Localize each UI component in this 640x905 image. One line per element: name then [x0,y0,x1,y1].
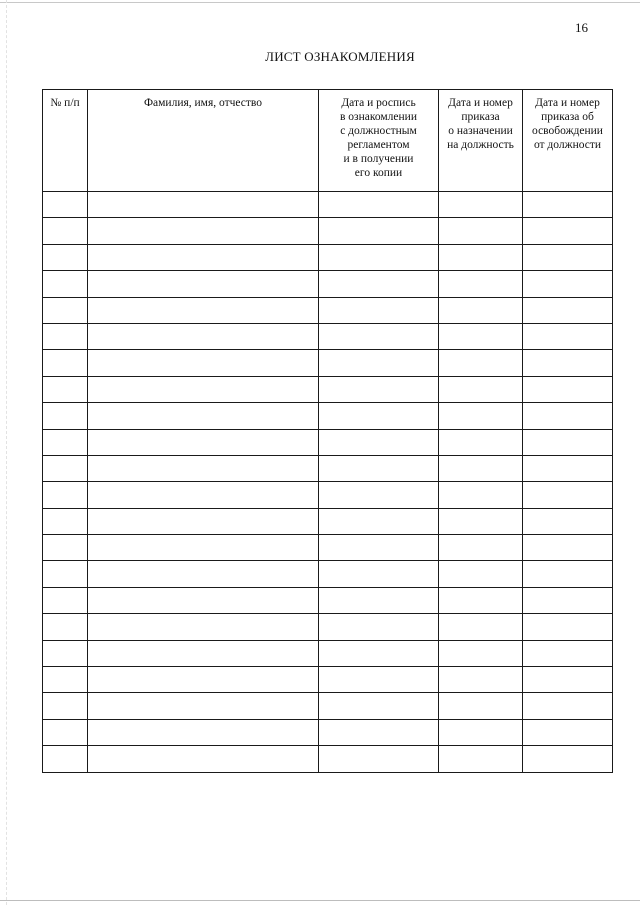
cell-signature-date [319,297,439,323]
cell-dismissal-order [523,614,613,640]
cell-signature-date [319,746,439,772]
cell-row-number [43,271,88,297]
cell-dismissal-order [523,693,613,719]
cell-signature-date [319,429,439,455]
cell-full-name [88,323,319,349]
cell-dismissal-order [523,719,613,745]
cell-row-number [43,482,88,508]
table-body [43,192,613,773]
cell-row-number [43,693,88,719]
cell-appointment-order [439,297,523,323]
document-title: ЛИСТ ОЗНАКОМЛЕНИЯ [265,49,415,64]
table-row [43,719,613,745]
table-row [43,323,613,349]
cell-full-name [88,429,319,455]
cell-signature-date [319,719,439,745]
cell-appointment-order [439,535,523,561]
cell-signature-date [319,535,439,561]
cell-appointment-order [439,508,523,534]
cell-row-number [43,719,88,745]
cell-appointment-order [439,376,523,402]
cell-signature-date [319,376,439,402]
cell-row-number [43,376,88,402]
cell-full-name [88,719,319,745]
header-dismissal-order: Дата и номер приказа об освобождении от должности [523,90,613,192]
cell-row-number [43,535,88,561]
cell-signature-date [319,561,439,587]
cell-full-name [88,535,319,561]
cell-row-number [43,561,88,587]
cell-full-name [88,297,319,323]
table-row [43,376,613,402]
table-row [43,746,613,772]
header-full-name: Фамилия, имя, отчество [88,90,319,192]
cell-signature-date [319,614,439,640]
cell-full-name [88,667,319,693]
cell-row-number [43,403,88,429]
cell-row-number [43,614,88,640]
table-row [43,640,613,666]
cell-full-name [88,614,319,640]
cell-signature-date [319,587,439,613]
table-row [43,614,613,640]
table-row [43,244,613,270]
cell-row-number [43,508,88,534]
table-row [43,693,613,719]
cell-appointment-order [439,403,523,429]
cell-full-name [88,218,319,244]
acquaintance-table [42,89,613,773]
table-row [43,587,613,613]
cell-appointment-order [439,244,523,270]
cell-dismissal-order [523,667,613,693]
cell-row-number [43,192,88,218]
table-row [43,403,613,429]
page-number: 16 [575,20,588,35]
cell-signature-date [319,323,439,349]
cell-appointment-order [439,587,523,613]
cell-signature-date [319,667,439,693]
table-header-row [43,90,613,192]
cell-row-number [43,429,88,455]
cell-full-name [88,561,319,587]
cell-full-name [88,482,319,508]
table-row [43,667,613,693]
cell-signature-date [319,192,439,218]
cell-dismissal-order [523,746,613,772]
cell-dismissal-order [523,640,613,666]
cell-row-number [43,667,88,693]
cell-dismissal-order [523,429,613,455]
table-row [43,561,613,587]
cell-appointment-order [439,614,523,640]
cell-full-name [88,403,319,429]
header-row-number: № п/п [43,90,88,192]
cell-signature-date [319,244,439,270]
cell-appointment-order [439,746,523,772]
cell-appointment-order [439,640,523,666]
cell-dismissal-order [523,587,613,613]
cell-signature-date [319,271,439,297]
cell-appointment-order [439,323,523,349]
cell-full-name [88,640,319,666]
cell-row-number [43,218,88,244]
cell-full-name [88,746,319,772]
cell-dismissal-order [523,376,613,402]
table-row [43,218,613,244]
cell-dismissal-order [523,561,613,587]
table-row [43,455,613,481]
cell-row-number [43,297,88,323]
cell-row-number [43,244,88,270]
cell-appointment-order [439,719,523,745]
table-row [43,482,613,508]
table-row [43,535,613,561]
cell-dismissal-order [523,350,613,376]
cell-appointment-order [439,429,523,455]
cell-signature-date [319,218,439,244]
header-appointment-order: Дата и номер приказа о назначении на должность [439,90,523,192]
cell-dismissal-order [523,192,613,218]
cell-appointment-order [439,218,523,244]
cell-signature-date [319,403,439,429]
cell-full-name [88,192,319,218]
header-signature-date: Дата и роспись в ознакомлении с должностным регламентом и в получении его копии [319,90,439,192]
cell-appointment-order [439,192,523,218]
page-top-edge [0,2,640,3]
cell-full-name [88,350,319,376]
cell-full-name [88,587,319,613]
cell-full-name [88,455,319,481]
page-left-edge [6,0,7,905]
cell-dismissal-order [523,455,613,481]
cell-full-name [88,376,319,402]
cell-row-number [43,455,88,481]
cell-dismissal-order [523,323,613,349]
cell-dismissal-order [523,271,613,297]
table-row [43,350,613,376]
cell-dismissal-order [523,482,613,508]
cell-appointment-order [439,350,523,376]
cell-dismissal-order [523,403,613,429]
cell-dismissal-order [523,297,613,323]
cell-row-number [43,640,88,666]
cell-row-number [43,587,88,613]
cell-signature-date [319,508,439,534]
cell-full-name [88,271,319,297]
table-row [43,297,613,323]
page-bottom-edge [0,900,640,901]
cell-full-name [88,508,319,534]
cell-dismissal-order [523,535,613,561]
cell-signature-date [319,350,439,376]
table-row [43,192,613,218]
cell-full-name [88,244,319,270]
cell-row-number [43,746,88,772]
cell-row-number [43,350,88,376]
cell-appointment-order [439,667,523,693]
cell-dismissal-order [523,508,613,534]
cell-full-name [88,693,319,719]
cell-row-number [43,323,88,349]
cell-appointment-order [439,693,523,719]
cell-appointment-order [439,271,523,297]
cell-signature-date [319,693,439,719]
cell-dismissal-order [523,218,613,244]
cell-appointment-order [439,455,523,481]
table-row [43,271,613,297]
cell-signature-date [319,640,439,666]
cell-appointment-order [439,482,523,508]
cell-dismissal-order [523,244,613,270]
table-row [43,508,613,534]
table-row [43,429,613,455]
cell-appointment-order [439,561,523,587]
cell-signature-date [319,482,439,508]
cell-signature-date [319,455,439,481]
